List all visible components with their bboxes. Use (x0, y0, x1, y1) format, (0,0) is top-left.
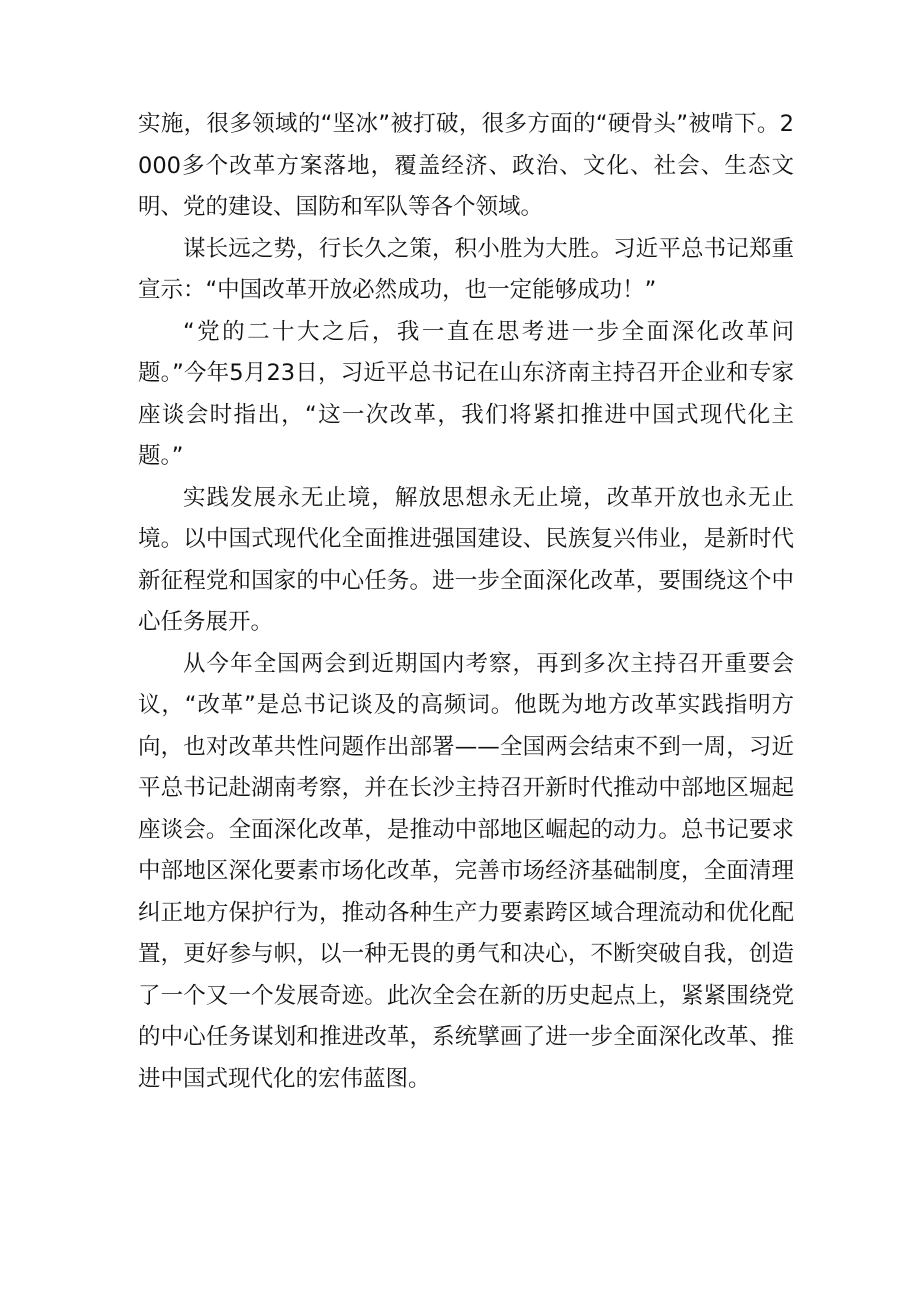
paragraph-2: 谋长远之势，行长久之策，积小胜为大胜。习近平总书记郑重宣示：“中国改革开放必然成功，也一定能够成功！” (138, 235, 794, 303)
article-body (138, 104, 794, 1100)
paragraph-5: 从今年全国两会到近期国内考察，再到多次主持召开重要会议，“改革”是总书记谈及的高频词。他既为地方改革实践指明方向，也对改革共性问题作出部署——全国两会结束不到一周，习近平总书记赴湖南考察，并在长沙主持召开新时代推动中部地区堀起座谈会。全面深化改革，是推动中部地区崛起的动力。总书记要求中部地区深化要素市场化改革，完善市场经济基础制度，全面清理纠正地方保护行为，推动各种生产力要素跨区域合理流动和优化配置，更好参与帜，以一种无畏的勇气和决心，不断突破自我，创造了一个又一个发展奇迹。此次全会在新的历史起点上，紧紧围绕党的中心任务谋划和推进改革，系统擘画了进一步全面深化改革、推进中国式现代化的宏伟蓝图。 (138, 650, 794, 1092)
paragraph-1: 实施，很多领域的“坚冰”被打破，很多方面的“硬骨头”被啃下。2000多个改革方案落地，覆盖经济、政治、文化、社会、生态文明、党的建设、国防和军队等各个领域。 (138, 111, 794, 220)
paragraph-4: 实践发展永无止境，解放思想永无止境，改革开放也永无止境。以中国式现代化全面推进强国建设、民族复兴伟业，是新时代新征程党和国家的中心任务。进一步全面深化改革，要围绕这个中心任务展开。 (138, 484, 794, 635)
paragraph-3: “党的二十大之后，我一直在思考进一步全面深化改革问题。”今年5月23日，习近平总书记在山东济南主持召开企业和专家座谈会时指出，“这一次改革，我们将紧扣推进中国式现代化主题。” (138, 318, 794, 469)
